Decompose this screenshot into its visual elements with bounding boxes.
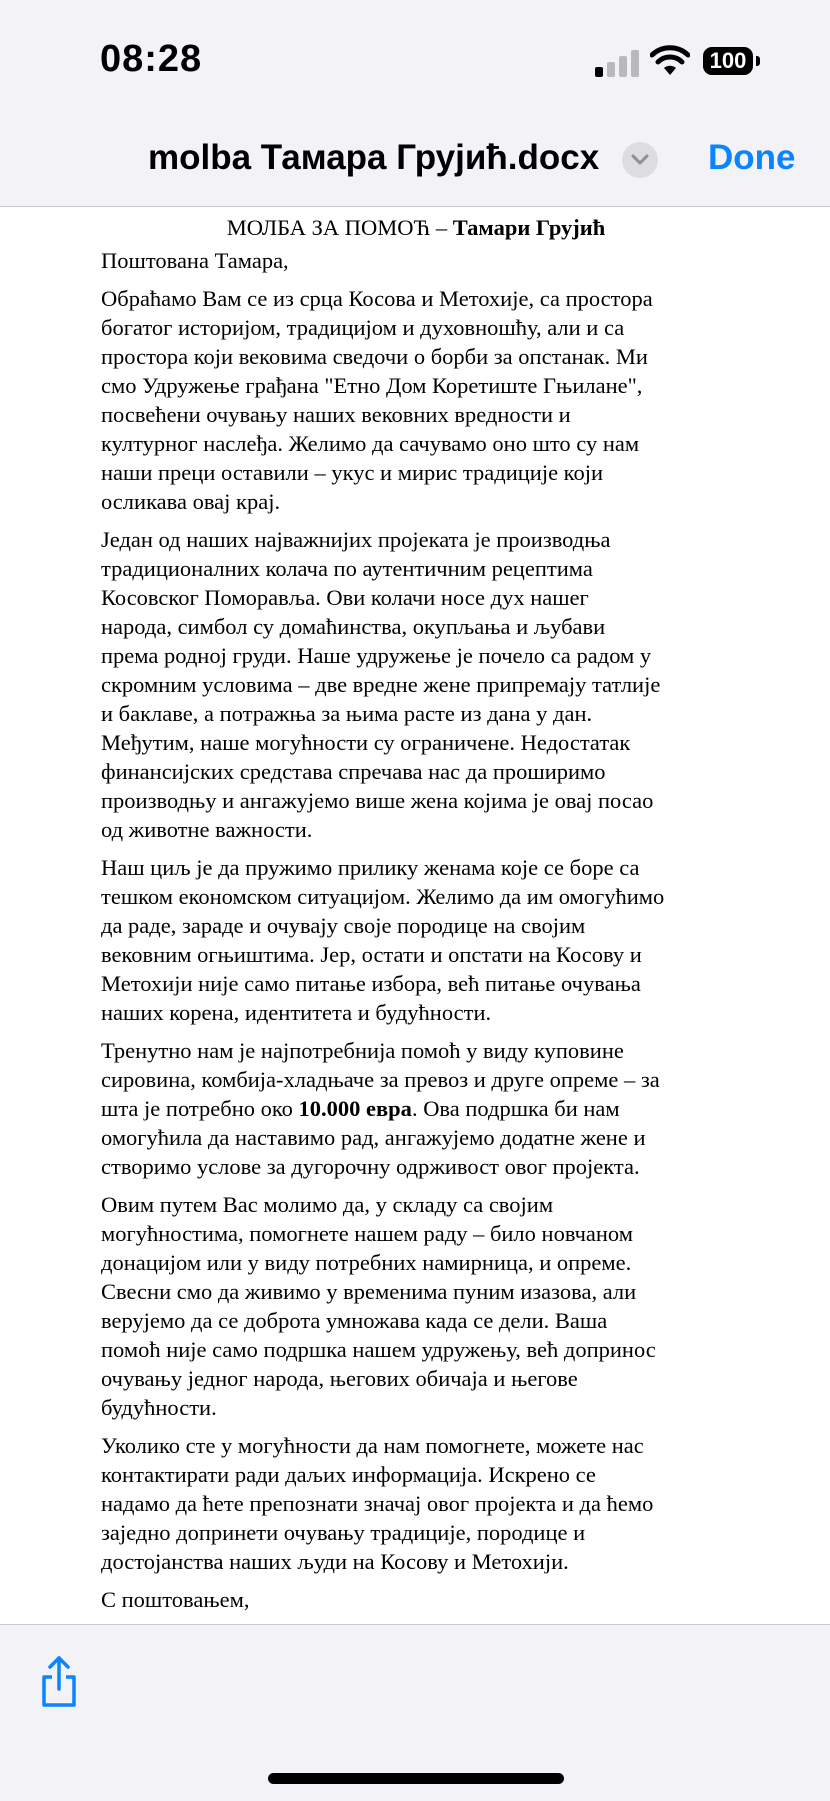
text-line: Свесни смо да живимо у временима пуним изазова, али [101,1279,637,1304]
text-line: тешком економском ситуацијом. Желимо да им омогућимо [101,884,665,909]
text-line: помоћ није само подршка нашем удружењу, већ допринос [101,1337,656,1362]
text-line: верујемо да се доброта умножава када се дели. Ваша [101,1308,608,1333]
text-line: Косовског Поморавља. Ови колачи носе дух нашег [101,585,589,610]
battery-indicator: 100 [703,47,753,75]
text-line: очувању једног народа, његових обичаја и његове [101,1366,578,1391]
text-segment: шта је потребно око [101,1096,299,1121]
text-line: вековним огњиштима. Јер, остати и опстати на Косову и [101,942,642,967]
cellular-signal-icon [595,49,639,77]
done-button[interactable]: Done [708,138,796,177]
text-line: Један од наших најважнијих пројеката је производња [101,527,611,552]
text-line: Овим путем Вас молимо да, у складу са својим [101,1192,554,1217]
text-line: простора који вековима сведочи о борби за опстанак. Ми [101,344,648,369]
text-line: наших корена, идентитета и будућности. [101,1000,492,1025]
text-line: осликава овај крај. [101,489,281,514]
document-page[interactable] [0,207,830,1624]
text-line: посвећени очувању наших вековних вредности и [101,402,571,427]
chevron-down-icon [631,154,649,166]
text-line: омогућила да наставимо рад, ангажујемо додатне жене и [101,1125,646,1150]
title-menu-button[interactable] [622,142,658,178]
wifi-icon [650,44,690,78]
heading-name: Тамари Грујић [452,215,606,240]
text-line: и баклаве, а потражња за њима расте из дана у дан. [101,701,593,726]
text-line: смо Удружење грађана "Етно Дом Коретиште Гњилане", [101,373,643,398]
text-line: могућностима, помогнете нашем раду – било новчаном [101,1221,633,1246]
text-line: будућности. [101,1395,217,1420]
share-icon[interactable] [38,1655,80,1709]
paragraph-5 [101,1190,741,1422]
text-line: Наш циљ је да пружимо прилику женама које се боре са [101,855,640,880]
paragraph-6 [101,1431,741,1576]
text-line: да раде, зараде и очувају своје породице на својим [101,913,586,938]
paragraph-4 [101,1036,741,1181]
text-line: скромним условима – две вредне жене припремају татлије [101,672,661,697]
text-line: традиционалних колача по аутентичним рецептима [101,556,593,581]
text-line: финансијских средстава спречава нас да проширимо [101,759,606,784]
text-line: наши преци оставили – укус и мирис традиције који [101,460,604,485]
status-bar [0,0,830,100]
document-content [101,213,741,1623]
heading-prefix: МОЛБА ЗА ПОМОЋ – [226,215,453,240]
battery-tip-icon [756,56,760,66]
status-time: 08:28 [100,38,203,80]
text-line: према родној груди. Наше удружење је почело са радом у [101,643,652,668]
text-line: културног наслеђа. Желимо да сачувамо оно што су нам [101,431,640,456]
text-line: достојанства наших људи на Косову и Метохији. [101,1549,569,1574]
text-line: Тренутно нам је најпотребнија помоћ у виду куповине [101,1038,624,1063]
text-line: контактирати ради даљих информација. Искрено се [101,1462,596,1487]
text-line [101,1094,741,1123]
text-line: донацијом или у виду потребних намирница, и опреме. [101,1250,632,1275]
paragraph-3 [101,853,741,1027]
text-line: богатог историјом, традицијом и духовношћу, али и са [101,315,625,340]
paragraph-1 [101,284,741,516]
text-line: Уколико сте у могућности да нам помогнете, можете нас [101,1433,644,1458]
document-title[interactable]: molba Тамара Грујић.docx [148,138,600,177]
amount-highlight: 10.000 евра [298,1096,412,1121]
text-line: производњу и ангажујемо више жена којима је овај посао [101,788,654,813]
bottom-toolbar [0,1624,830,1801]
text-segment: . Ова подршка би нам [411,1096,620,1121]
text-line: од животне важности. [101,817,313,842]
text-line: сировина, комбија-хладњаче за превоз и друге опреме – за [101,1067,660,1092]
closing: С поштовањем, [101,1587,250,1612]
text-line: заједно допринети очувању традиције, породице и [101,1520,586,1545]
text-line: Обраћамо Вам се из срца Косова и Метохије, са простора [101,286,653,311]
text-line: створимо услове за дугорочну одрживост овог пројекта. [101,1154,640,1179]
text-line: Метохији није само питање избора, већ питање очувања [101,971,641,996]
home-indicator[interactable] [268,1773,564,1784]
greeting: Поштована Тамара, [101,248,289,273]
text-line: Међутим, наше могућности су ограничене. Недостатак [101,730,631,755]
paragraph-2 [101,525,741,844]
document-header [0,100,830,207]
text-line: народа, симбол су домаћинства, окупљања и љубави [101,614,606,639]
document-heading [101,213,731,242]
text-line: надамо да ћете препознати значај овог пројекта и да ћемо [101,1491,654,1516]
